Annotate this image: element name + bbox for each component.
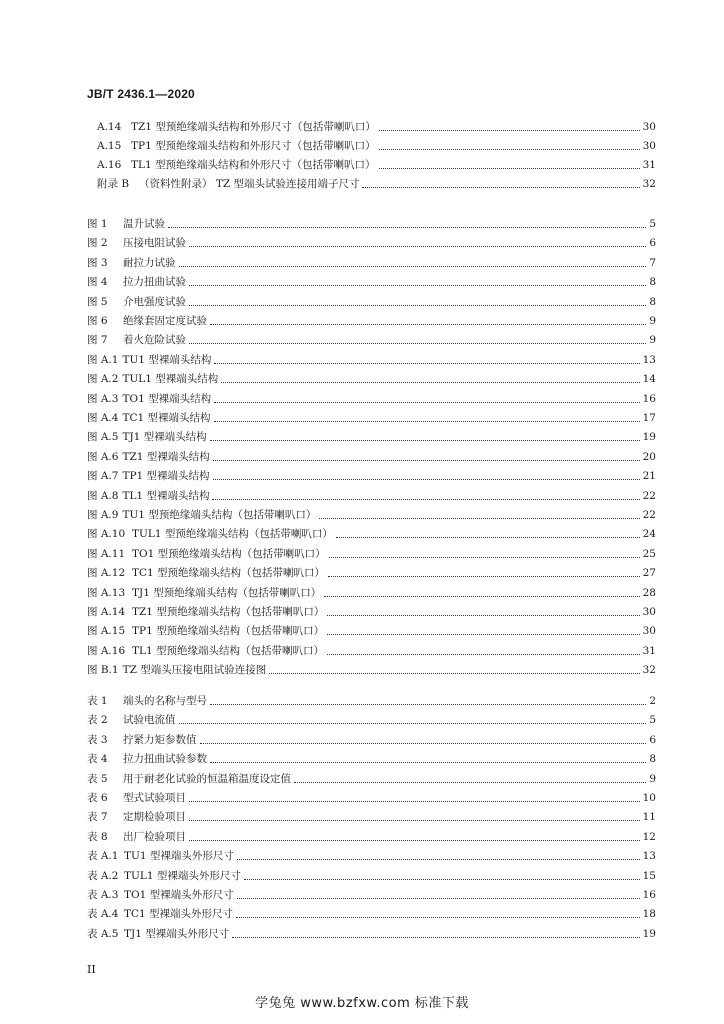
toc-leader-dots bbox=[379, 168, 640, 169]
toc-leader-dots bbox=[294, 782, 646, 783]
toc-title: TZ 型端头压接电阻试验连接图 bbox=[122, 664, 267, 677]
toc-entry[interactable] bbox=[87, 789, 656, 807]
toc-label: 图 A.5 bbox=[87, 431, 119, 444]
toc-leader-dots bbox=[214, 363, 639, 364]
toc-page-number: 25 bbox=[642, 547, 656, 560]
toc-entry[interactable] bbox=[87, 642, 656, 660]
toc-label: 表 6 bbox=[87, 792, 108, 804]
toc-title: TZ1 型裸端头结构 bbox=[122, 450, 210, 463]
toc-label: 表 2 bbox=[87, 714, 108, 727]
toc-title: 用于耐老化试验的恒温箱温度设定值 bbox=[123, 772, 291, 785]
toc-page-number: 18 bbox=[642, 908, 656, 921]
toc-entry[interactable] bbox=[87, 312, 656, 330]
toc-title: TC1 型预绝缘端头结构（包括带喇叭口） bbox=[132, 567, 326, 580]
toc-entry[interactable] bbox=[87, 545, 656, 563]
toc-entry[interactable] bbox=[87, 487, 656, 505]
toc-leader-dots bbox=[179, 723, 647, 724]
toc-title: 着火危险试验 bbox=[123, 334, 186, 347]
toc-leader-dots bbox=[189, 840, 640, 841]
toc-leader-dots bbox=[189, 801, 640, 802]
toc-leader-dots bbox=[213, 460, 640, 461]
toc-page-number: 16 bbox=[642, 889, 656, 901]
toc-title: 出厂检验项目 bbox=[123, 830, 186, 843]
toc-page-number: 8 bbox=[649, 295, 656, 308]
toc-leader-dots bbox=[210, 762, 646, 763]
toc-leader-dots bbox=[189, 343, 646, 344]
toc-leader-dots bbox=[269, 673, 639, 674]
toc-entry[interactable] bbox=[87, 409, 656, 427]
toc-leader-dots bbox=[210, 440, 640, 441]
toc-page-number: 2 bbox=[649, 695, 656, 707]
toc-label: 图 3 bbox=[87, 256, 108, 269]
toc-title: 端头的名称与型号 bbox=[123, 695, 207, 707]
toc-leader-dots bbox=[327, 615, 639, 616]
toc-page-number: 30 bbox=[642, 140, 656, 152]
toc-title: TJ1 型预绝缘端头结构（包括带喇叭口） bbox=[132, 586, 322, 599]
toc-label: 表 A.4 bbox=[87, 908, 119, 921]
toc-label: 图 B.1 bbox=[87, 664, 119, 677]
toc-title: TO1 型裸端头结构 bbox=[122, 392, 212, 405]
toc-entry[interactable] bbox=[87, 692, 656, 710]
toc-leader-dots bbox=[179, 266, 647, 267]
toc-label: 表 8 bbox=[87, 830, 108, 843]
toc-title: 型式试验项目 bbox=[123, 792, 186, 804]
toc-label: 图 A.4 bbox=[87, 412, 119, 424]
toc-label: 图 5 bbox=[87, 295, 108, 308]
toc-page-number: 22 bbox=[642, 489, 656, 502]
toc-label: 图 A.6 bbox=[87, 450, 119, 463]
toc-leader-dots bbox=[237, 898, 640, 899]
toc-label: 图 4 bbox=[87, 276, 108, 289]
toc-title: TU1 型裸端头外形尺寸 bbox=[124, 850, 234, 863]
page-number: II bbox=[87, 963, 96, 976]
toc-title: TC1 型裸端头结构 bbox=[122, 412, 211, 424]
toc-label: 图 A.16 bbox=[87, 644, 126, 657]
toc-page-number: 9 bbox=[649, 334, 656, 347]
toc-page-number: 10 bbox=[642, 792, 656, 804]
toc-entry[interactable] bbox=[87, 467, 656, 485]
toc-page-number: 14 bbox=[642, 373, 656, 386]
toc-label: A.16 bbox=[97, 159, 122, 171]
toc-entry[interactable] bbox=[87, 750, 656, 768]
toc-page-number: 31 bbox=[642, 159, 656, 171]
toc-page-number: 19 bbox=[642, 927, 656, 940]
toc-page-number: 30 bbox=[642, 121, 656, 133]
toc-title: 试验电流值 bbox=[123, 714, 176, 727]
toc-leader-dots bbox=[232, 937, 639, 938]
toc-leader-dots bbox=[221, 382, 639, 383]
toc-label: 图 2 bbox=[87, 237, 108, 250]
toc-title: TUL1 型预绝缘端头结构（包括带喇叭口） bbox=[132, 528, 333, 541]
toc-leader-dots bbox=[362, 187, 639, 188]
toc-entry[interactable] bbox=[97, 118, 656, 136]
toc-page-number: 6 bbox=[649, 733, 656, 746]
toc-label: A.15 bbox=[97, 140, 122, 152]
toc-leader-dots bbox=[210, 704, 646, 705]
toc-entry[interactable] bbox=[87, 254, 656, 272]
toc-leader-dots bbox=[189, 285, 646, 286]
toc-title: 温升试验 bbox=[123, 218, 165, 230]
toc-leader-dots bbox=[168, 227, 646, 228]
toc-entry[interactable] bbox=[87, 564, 656, 582]
toc-entry[interactable] bbox=[87, 847, 656, 865]
toc-label: 图 A.1 bbox=[87, 353, 119, 366]
toc-entry[interactable] bbox=[87, 448, 656, 466]
toc-title: （资料性附录） TZ 型端头试验连接用端子尺寸 bbox=[139, 178, 360, 190]
toc-page-number: 7 bbox=[649, 256, 656, 269]
toc-leader-dots bbox=[214, 402, 640, 403]
site-watermark: 学兔兔 www.bzfxw.com 标准下载 bbox=[255, 996, 469, 1011]
toc-label: 表 4 bbox=[87, 753, 108, 766]
toc-label: 表 A.1 bbox=[87, 850, 119, 863]
toc-title: TZ1 型预绝缘端头结构（包括带喇叭口） bbox=[132, 606, 325, 618]
toc-leader-dots bbox=[213, 479, 640, 480]
toc-page-number: 19 bbox=[642, 431, 656, 444]
toc-page-number: 9 bbox=[649, 772, 656, 785]
toc-entry[interactable] bbox=[87, 525, 656, 543]
toc-title: 拧紧力矩参数值 bbox=[123, 733, 197, 746]
toc-leader-dots bbox=[189, 246, 646, 247]
toc-leader-dots bbox=[214, 421, 640, 422]
toc-page-number: 31 bbox=[642, 644, 656, 657]
toc-page-number: 12 bbox=[642, 830, 656, 843]
toc-leader-dots bbox=[327, 634, 640, 635]
toc-page-number: 16 bbox=[642, 392, 656, 405]
toc-leader-dots bbox=[212, 499, 639, 500]
toc-label: 表 3 bbox=[87, 733, 108, 746]
toc-entry[interactable] bbox=[87, 370, 656, 388]
toc-entry[interactable] bbox=[87, 905, 656, 923]
toc-title: TU1 型预绝缘端头结构（包括带喇叭口） bbox=[122, 509, 317, 521]
toc-title: 介电强度试验 bbox=[123, 295, 186, 308]
toc-page-number: 28 bbox=[642, 586, 656, 599]
toc-label: 图 A.13 bbox=[87, 586, 126, 599]
toc-label: 图 A.2 bbox=[87, 373, 119, 386]
toc-title: TZ1 型预绝缘端头结构和外形尺寸（包括带喇叭口） bbox=[131, 121, 376, 133]
toc-label: 图 A.11 bbox=[87, 547, 126, 560]
toc-entry[interactable] bbox=[87, 603, 656, 621]
toc-label: 表 7 bbox=[87, 811, 108, 824]
toc-label: 附录 B bbox=[97, 178, 130, 190]
toc-title: 耐拉力试验 bbox=[123, 256, 176, 269]
toc-label: 图 A.9 bbox=[87, 509, 119, 521]
toc-title: 拉力扭曲试验 bbox=[123, 276, 186, 289]
toc-entry[interactable] bbox=[87, 925, 656, 943]
toc-entry[interactable] bbox=[87, 770, 656, 788]
toc-label: 图 A.12 bbox=[87, 567, 126, 580]
toc-leader-dots bbox=[200, 743, 647, 744]
toc-entry[interactable] bbox=[87, 711, 656, 729]
toc-entry[interactable] bbox=[87, 215, 656, 233]
toc-leader-dots bbox=[336, 537, 640, 538]
toc-entry[interactable] bbox=[87, 428, 656, 446]
toc-leader-dots bbox=[237, 859, 640, 860]
toc-page-number: 5 bbox=[649, 218, 656, 230]
toc-page-number: 17 bbox=[642, 412, 656, 424]
toc-title: 绝缘套固定度试验 bbox=[123, 315, 207, 327]
toc-label: 表 5 bbox=[87, 772, 108, 785]
toc-title: TP1 型预绝缘端头结构和外形尺寸（包括带喇叭口） bbox=[131, 140, 376, 152]
toc-entry[interactable] bbox=[87, 867, 656, 885]
toc-page-number: 30 bbox=[642, 625, 656, 638]
toc-title: 拉力扭曲试验参数 bbox=[123, 753, 207, 766]
toc-leader-dots bbox=[379, 149, 640, 150]
toc-label: 图 7 bbox=[87, 334, 108, 347]
toc-entry[interactable] bbox=[87, 828, 656, 846]
toc-title: TC1 型裸端头外形尺寸 bbox=[124, 908, 234, 921]
toc-title: TJ1 型裸端头外形尺寸 bbox=[124, 927, 230, 940]
toc-page-number: 30 bbox=[642, 606, 656, 618]
toc-page-number: 15 bbox=[642, 869, 656, 882]
toc-page-number: 11 bbox=[642, 811, 656, 824]
toc-leader-dots bbox=[189, 820, 640, 821]
toc-entry[interactable] bbox=[87, 351, 656, 369]
toc-entry[interactable] bbox=[87, 808, 656, 826]
toc-label: 图 A.8 bbox=[87, 489, 119, 502]
toc-entry[interactable] bbox=[87, 293, 656, 311]
toc-page-number: 13 bbox=[642, 353, 656, 366]
toc-entry[interactable] bbox=[97, 175, 656, 193]
toc-page-number: 8 bbox=[649, 276, 656, 289]
toc-leader-dots bbox=[236, 917, 640, 918]
toc-leader-dots bbox=[244, 879, 640, 880]
toc-entry[interactable] bbox=[87, 584, 656, 602]
toc-page-number: 8 bbox=[649, 753, 656, 766]
toc-title: 定期检验项目 bbox=[123, 811, 186, 824]
toc-title: TP1 型裸端头结构 bbox=[122, 470, 210, 483]
toc-title: 压接电阻试验 bbox=[123, 237, 186, 250]
toc-entry[interactable] bbox=[87, 661, 656, 679]
toc-label: 表 A.3 bbox=[87, 889, 119, 901]
toc-title: TL1 型裸端头结构 bbox=[122, 489, 210, 502]
toc-title: TP1 型预绝缘端头结构（包括带喇叭口） bbox=[132, 625, 325, 638]
toc-label: A.14 bbox=[97, 121, 122, 133]
toc-label: 图 A.3 bbox=[87, 392, 119, 405]
document-id: JB/T 2436.1—2020 bbox=[87, 87, 195, 101]
toc-leader-dots bbox=[189, 305, 646, 306]
toc-title: TU1 型裸端头结构 bbox=[122, 353, 212, 366]
toc-leader-dots bbox=[210, 324, 646, 325]
toc-page-number: 6 bbox=[649, 237, 656, 250]
toc-page-number: 32 bbox=[642, 178, 656, 190]
toc-entry[interactable] bbox=[87, 234, 656, 252]
toc-label: 图 6 bbox=[87, 315, 108, 327]
toc-label: 图 A.14 bbox=[87, 606, 126, 618]
toc-leader-dots bbox=[379, 130, 640, 131]
toc-entry[interactable] bbox=[87, 886, 656, 904]
toc-leader-dots bbox=[328, 576, 640, 577]
toc-page-number: 21 bbox=[642, 470, 656, 483]
toc-label: 表 A.2 bbox=[87, 869, 119, 882]
toc-entry[interactable] bbox=[87, 731, 656, 749]
toc-entry[interactable] bbox=[97, 156, 656, 174]
toc-title: TJ1 型裸端头结构 bbox=[122, 431, 207, 444]
toc-label: 表 1 bbox=[87, 695, 108, 707]
toc-title: TUL1 型裸端头外形尺寸 bbox=[124, 869, 241, 882]
toc-leader-dots bbox=[329, 557, 640, 558]
toc-title: TO1 型裸端头外形尺寸 bbox=[124, 889, 234, 901]
toc-page-number: 22 bbox=[642, 509, 656, 521]
toc-entry[interactable] bbox=[87, 273, 656, 291]
toc-title: TO1 型预绝缘端头结构（包括带喇叭口） bbox=[132, 547, 326, 560]
toc-page-number: 27 bbox=[642, 567, 656, 580]
toc-page-number: 32 bbox=[642, 664, 656, 677]
toc-title: TUL1 型裸端头结构 bbox=[122, 373, 219, 386]
toc-label: 图 A.7 bbox=[87, 470, 119, 483]
toc-page-number: 13 bbox=[642, 850, 656, 863]
toc-page-number: 24 bbox=[642, 528, 656, 541]
toc-label: 图 1 bbox=[87, 218, 108, 230]
toc-label: 表 A.5 bbox=[87, 927, 119, 940]
toc-entry[interactable] bbox=[87, 390, 656, 408]
toc-entry[interactable] bbox=[87, 506, 656, 524]
toc-leader-dots bbox=[319, 518, 639, 519]
toc-page-number: 5 bbox=[649, 714, 656, 727]
toc-label: 图 A.15 bbox=[87, 625, 126, 638]
toc-label: 图 A.10 bbox=[87, 528, 126, 541]
toc-entry[interactable] bbox=[87, 331, 656, 349]
toc-title: TL1 型预绝缘端头结构和外形尺寸（包括带喇叭口） bbox=[131, 159, 376, 171]
toc-page-number: 9 bbox=[649, 315, 656, 327]
toc-entry[interactable] bbox=[97, 137, 656, 155]
toc-entry[interactable] bbox=[87, 622, 656, 640]
toc-page-number: 20 bbox=[642, 450, 656, 463]
toc-title: TL1 型预绝缘端头结构（包括带喇叭口） bbox=[132, 644, 324, 657]
toc-leader-dots bbox=[327, 654, 640, 655]
toc-leader-dots bbox=[324, 596, 639, 597]
